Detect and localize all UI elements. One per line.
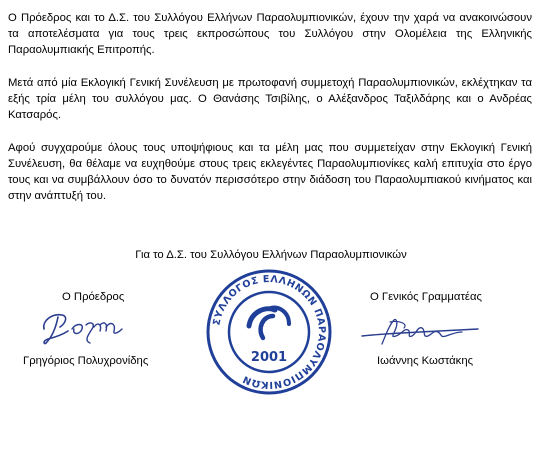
announcement-paragraph-2: Μετά από μία Εκλογική Γενική Συνέλευση με πρωτοφανή συμμετοχή Παραολυμπιονικών, εκλέχτηκαν τα εξής τρία μέλη του συλλόγου μας. Ο Θανάσης Τσιβίλης, ο Αλέξανδρος Ταξιλδάρης και ο Ανδρέας Κατσαρός.	[8, 77, 532, 121]
president-name: Γρηγόριος Πολυχρονίδης	[23, 355, 149, 367]
president-signature	[38, 307, 128, 347]
on-behalf-of-line: Για το Δ.Σ. του Συλλόγου Ελλήνων Παραολυμπιονικών	[135, 249, 407, 261]
president-role: Ο Πρόεδρος	[62, 291, 125, 303]
announcement-paragraph-3: Αφού συγχαρούμε όλους τους υποψήφιους και τα μέλη μας που συμμετείχαν στην Εκλογική Γενική Συνέλευση, θα θέλαμε να ευχηθούμε στους τρεις εκλεγέντες Παραολυμπιονίκες καλή επιτυχία στο έργο τους και να συμβάλλουν όσο το δυνατόν περισσότερο στην διάδοση του Παραολυμπιακού κινήματος και στην ανάπτυξή του.	[8, 142, 532, 202]
announcement-paragraph-1: Ο Πρόεδρος και το Δ.Σ. του Συλλόγου Ελλήνων Παραολυμπιονικών, έχουν την χαρά να ανακοινώσουν τα αποτελέσματα για τους τρεις εκπροσώπους του Συλλόγου στην Ολομέλεια της Ελληνικής Παραολυμπιακής Επιτροπής.	[8, 12, 532, 56]
seal-year: 2001	[250, 350, 288, 365]
general-secretary-name: Ιωάννης Κωστάκης	[377, 355, 474, 367]
general-secretary-role: Ο Γενικός Γραμματέας	[370, 291, 482, 303]
seal-ring-text: ΣΥΛΛΟΓΟΣ ΕΛΛΗΝΩΝ ΠΑΡΑΟΛΥΜΠΙΟΝΙΚΩΝ	[211, 273, 328, 391]
association-seal	[205, 268, 333, 396]
paralympic-emblem-icon	[249, 308, 289, 338]
general-secretary-signature	[360, 314, 480, 350]
